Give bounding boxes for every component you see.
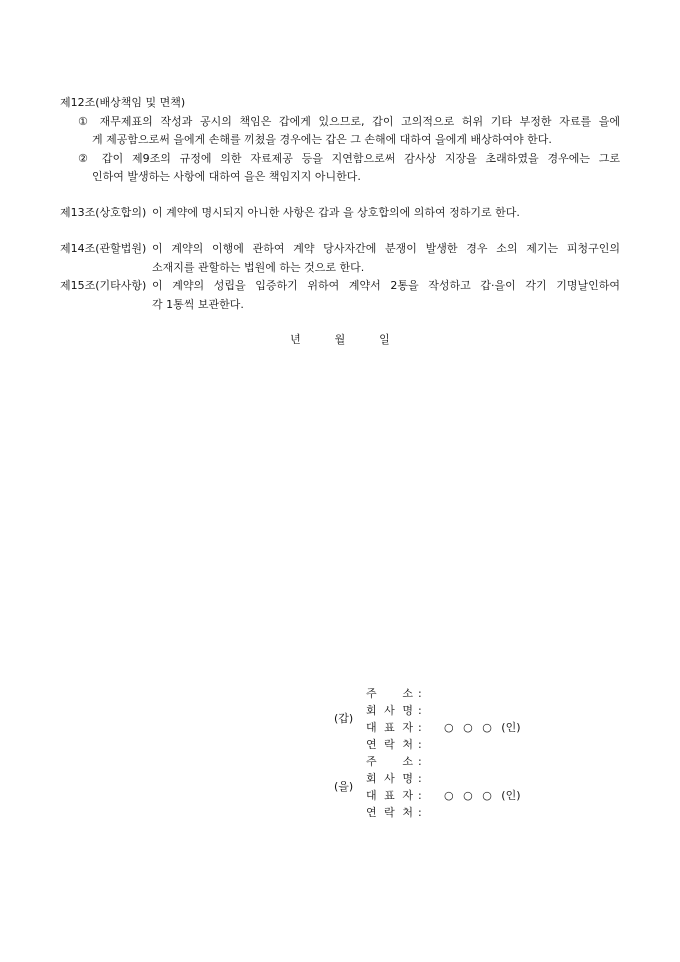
separator: : bbox=[418, 704, 422, 717]
representative-row bbox=[366, 719, 566, 736]
date-year: 년 bbox=[290, 333, 301, 346]
contact-label: 연 락 처 bbox=[366, 738, 413, 751]
contact-row bbox=[366, 804, 566, 821]
company-name-label: 회 사 명 bbox=[366, 772, 413, 785]
representative-seal: ○ ○ ○ (인) bbox=[444, 789, 521, 802]
representative-seal: ○ ○ ○ (인) bbox=[444, 721, 521, 734]
clause-2-line-2: 인하여 발생하는 사항에 대하여 을은 책임지지 아니한다. bbox=[92, 170, 361, 183]
company-name-label: 회 사 명 bbox=[366, 704, 413, 717]
article-13-text: 이 계약에 명시되지 아니한 사항은 갑과 을 상호합의에 의하여 정하기로 한다. bbox=[152, 206, 520, 219]
separator: : bbox=[418, 687, 422, 700]
separator: : bbox=[418, 806, 422, 819]
separator: : bbox=[418, 755, 422, 768]
article-14 bbox=[60, 240, 620, 277]
article-14-line-1: 이 계약의 이행에 관하여 계약 당사자간에 분쟁이 발생한 경우 소의 제기는 피청구인의 bbox=[152, 242, 620, 255]
separator: : bbox=[418, 738, 422, 751]
party-gap-fields bbox=[366, 685, 566, 753]
article-12 bbox=[60, 94, 620, 187]
party-eul bbox=[334, 753, 574, 821]
contact-label: 연 락 처 bbox=[366, 806, 413, 819]
contact-row bbox=[366, 736, 566, 753]
article-13 bbox=[60, 204, 620, 223]
contract-date bbox=[0, 331, 680, 350]
article-12-clause-2 bbox=[78, 150, 620, 187]
address-row bbox=[366, 685, 566, 702]
article-14-body bbox=[152, 240, 620, 277]
separator: : bbox=[418, 789, 422, 802]
separator: : bbox=[418, 772, 422, 785]
company-name-row bbox=[366, 702, 566, 719]
article-15-label: 제15조(기타사항) bbox=[60, 279, 147, 292]
article-12-title: 제12조(배상책임 및 면책) bbox=[60, 96, 186, 109]
address-row bbox=[366, 753, 566, 770]
party-eul-fields bbox=[366, 753, 566, 821]
party-gap-label: (갑) bbox=[334, 712, 354, 725]
date-day: 일 bbox=[379, 333, 390, 346]
article-12-clause-1 bbox=[78, 113, 620, 150]
party-eul-label: (을) bbox=[334, 780, 354, 793]
address-label: 주 소 bbox=[366, 755, 413, 768]
company-name-row bbox=[366, 770, 566, 787]
representative-label: 대 표 자 bbox=[366, 721, 413, 734]
clause-1-line-2: 게 제공함으로써 을에게 손해를 끼쳤을 경우에는 갑은 그 손해에 대하여 을에게 배상하여야 한다. bbox=[92, 133, 552, 146]
representative-label: 대 표 자 bbox=[366, 789, 413, 802]
article-13-label: 제13조(상호합의) bbox=[60, 206, 147, 219]
address-label: 주 소 bbox=[366, 687, 413, 700]
article-15 bbox=[60, 277, 620, 314]
separator: : bbox=[418, 721, 422, 734]
article-14-label: 제14조(관할법원) bbox=[60, 242, 147, 255]
article-15-line-2: 각 1통씩 보관한다. bbox=[152, 297, 244, 311]
representative-row bbox=[366, 787, 566, 804]
article-15-line-1: 이 계약의 성립을 입증하기 위하여 계약서 2통을 작성하고 갑·을이 각기 기명날인하여 bbox=[152, 279, 620, 292]
clause-1-line-1: ① 재무제표의 작성과 공시의 책임은 갑에게 있으므로, 갑이 고의적으로 허위 기타 부정한 자료를 을에 bbox=[78, 114, 620, 128]
date-month: 월 bbox=[334, 333, 346, 346]
article-14-line-2: 소재지를 관할하는 법원에 하는 것으로 한다. bbox=[152, 260, 365, 274]
article-15-body bbox=[152, 277, 620, 314]
party-gap bbox=[334, 685, 574, 753]
clause-2-line-1: ② 갑이 제9조의 규정에 의한 자료제공 등을 지연함으로써 감사상 지장을 초래하였을 경우에는 그로 bbox=[78, 151, 620, 165]
